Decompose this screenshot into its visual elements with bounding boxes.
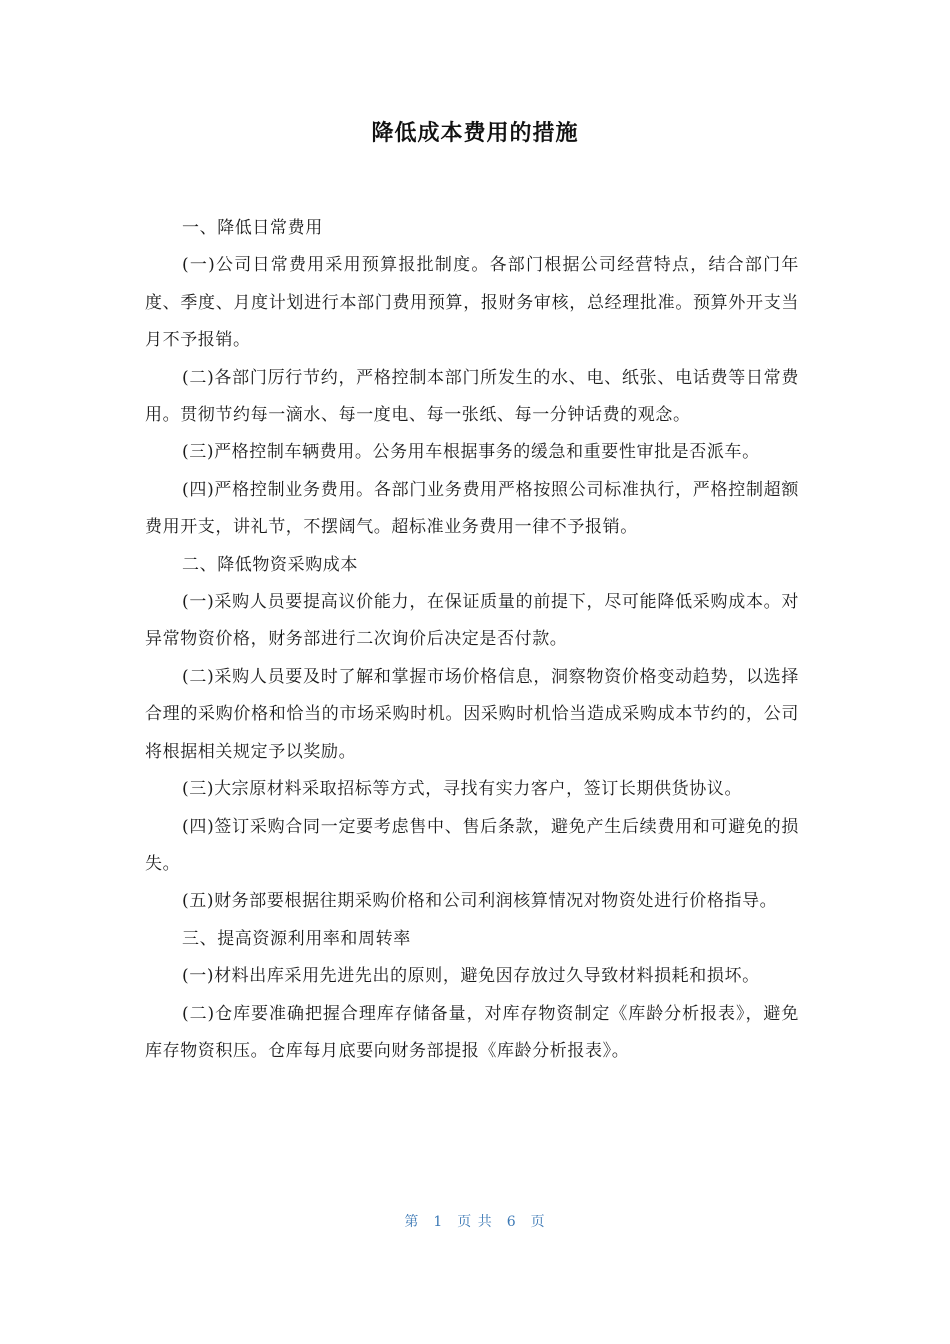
current-page-number: 1 <box>433 1214 444 1230</box>
section-heading-1: 一、降低日常费用 <box>182 218 323 238</box>
paragraph: (五)财务部要根据往期采购价格和公司利润核算情况对物资处进行价格指导。 <box>182 891 778 912</box>
section-heading-3: 三、提高资源利用率和周转率 <box>182 928 411 949</box>
paragraph: (一)材料出库采用先进先出的原则，避免因存放过久导致材料损耗和损坏。 <box>182 966 760 987</box>
total-pages-number: 6 <box>506 1214 517 1230</box>
paragraph: (一)采购人员要提高议价能力，在保证质量的前提下，尽可能降低采购成本。对异常物资价格，财务部进行二次询价后决定是否付款。 <box>145 592 799 650</box>
paragraph: (三)严格控制车辆费用。公务用车根据事务的缓急和重要性审批是否派车。 <box>182 442 760 463</box>
document-title: 降低成本费用的措施 <box>371 121 579 146</box>
page-prefix: 第 <box>404 1214 420 1230</box>
paragraph: (四)严格控制业务费用。各部门业务费用严格按照公司标准执行，严格控制超额费用开支，讲礼节，不摆阔气。超标准业务费用一律不予报销。 <box>145 479 799 538</box>
paragraph: (二)采购人员要及时了解和掌握市场价格信息，洞察物资价格变动趋势，以选择合理的采购价格和恰当的市场采购时机。因采购时机恰当造成采购成本节约的，公司将根据相关规定予以奖励。 <box>145 666 799 762</box>
paragraph: (二)各部门厉行节约，严格控制本部门所发生的水、电、纸张、电话费等日常费用。贯彻节约每一滴水、每一度电、每一张纸、每一分钟话费的观念。 <box>145 367 799 426</box>
page-suffix: 页 <box>530 1214 546 1230</box>
paragraph: (四)签订采购合同一定要考虑售中、售后条款，避免产生后续费用和可避免的损失。 <box>145 816 799 874</box>
paragraph: (二)仓库要准确把握合理库存储备量，对库存物资制定《库龄分析报表》，避免库存物资积压。仓库每月底要向财务部提报《库龄分析报表》。 <box>145 1003 799 1061</box>
page-middle: 页 共 <box>457 1214 493 1230</box>
section-heading-2: 二、降低物资采购成本 <box>182 554 358 575</box>
document-body <box>145 210 799 1070</box>
paragraph: (一)公司日常费用采用预算报批制度。各部门根据公司经营特点，结合部门年度、季度、月度计划进行本部门费用预算，报财务审核，总经理批准。预算外开支当月不予报销。 <box>145 255 799 351</box>
paragraph: (三)大宗原材料采取招标等方式，寻找有实力客户，签订长期供货协议。 <box>182 779 743 800</box>
page-footer <box>0 1212 950 1232</box>
